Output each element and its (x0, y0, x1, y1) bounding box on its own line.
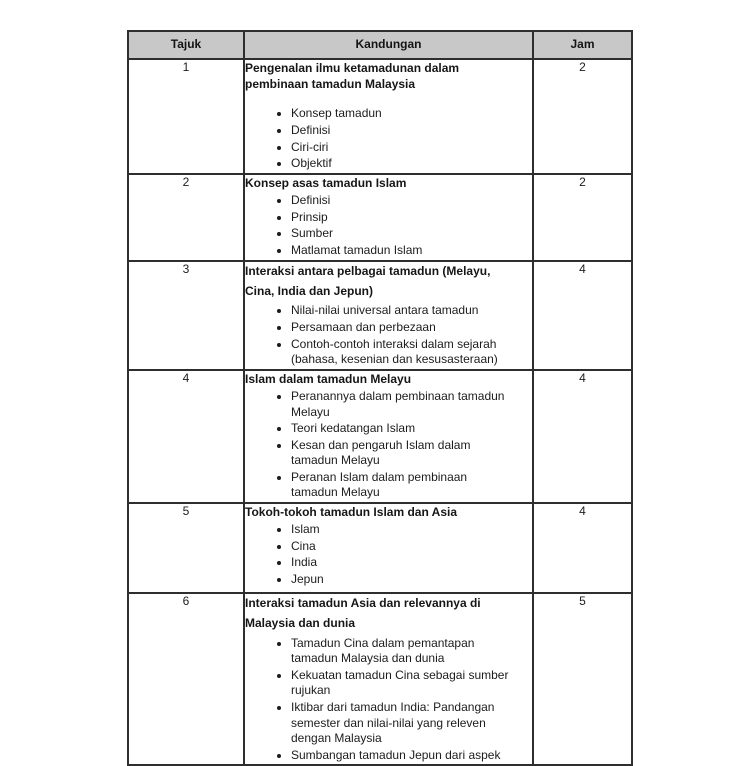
content-cell (244, 174, 533, 261)
syllabus-table (127, 30, 633, 766)
hours-value: 4 (533, 261, 632, 370)
bullet-item: • Peranan Islam dalam pembinaan tamadun Melayu (291, 470, 517, 501)
topic-bullet-list (245, 106, 532, 171)
content-cell (244, 261, 533, 370)
topic-number: 3 (128, 261, 244, 370)
topic-number: 5 (128, 503, 244, 593)
table-header-row (128, 31, 632, 59)
bullet-item: • Jepun (291, 572, 517, 588)
topic-title: Interaksi antara pelbagai tamadun (Melayu, Cina, India dan Jepun) (245, 263, 491, 298)
bullet-item: • Kekuatan tamadun Cina sebagai sumber rujukan (291, 668, 517, 699)
bullet-item: • Tamadun Cina dalam pemantapan tamadun Malaysia dan dunia (291, 636, 517, 667)
table-row-topic-6 (128, 593, 632, 765)
content-cell (244, 503, 533, 593)
column-header-kandungan: Kandungan (244, 31, 533, 59)
bullet-item: • Persamaan dan perbezaan (291, 320, 517, 336)
bullet-item: • Definisi (291, 193, 517, 209)
bullet-item: • Peranannya dalam pembinaan tamadun Melayu (291, 389, 517, 420)
table-row-topic-1 (128, 59, 632, 174)
content-cell (244, 59, 533, 174)
hours-value: 4 (533, 370, 632, 503)
topic-number: 6 (128, 593, 244, 765)
bullet-item: • Contoh-contoh interaksi dalam sejarah (bahasa, kesenian dan kesusasteraan) (291, 337, 517, 368)
topic-title: Islam dalam tamadun Melayu (245, 371, 412, 386)
topic-number: 2 (128, 174, 244, 261)
bullet-item: • Teori kedatangan Islam (291, 421, 517, 437)
content-cell (244, 370, 533, 503)
topic-bullet-list (245, 636, 532, 764)
hours-value: 5 (533, 593, 632, 765)
table-row-topic-2 (128, 174, 632, 261)
table-row-topic-4 (128, 370, 632, 503)
topic-title: Konsep asas tamadun Islam (245, 175, 407, 190)
topic-bullet-list (245, 522, 532, 587)
bullet-item: • Islam (291, 522, 517, 538)
bullet-item: • Sumber (291, 226, 517, 242)
bullet-item: • Sumbangan tamadun Jepun dari aspek (291, 748, 517, 764)
table-row-topic-5 (128, 503, 632, 593)
hours-value: 2 (533, 59, 632, 174)
bullet-item: • Iktibar dari tamadun India: Pandangan semester dan nilai-nilai yang releven dengan Malaysia (291, 700, 517, 747)
bullet-item: • Definisi (291, 123, 517, 139)
content-cell (244, 593, 533, 765)
table-row-topic-3 (128, 261, 632, 370)
bullet-item: • Ciri-ciri (291, 140, 517, 156)
bullet-item: • Nilai-nilai universal antara tamadun (291, 303, 517, 319)
topic-number: 4 (128, 370, 244, 503)
bullet-item: • Cina (291, 539, 517, 555)
bullet-item: • Matlamat tamadun Islam (291, 243, 517, 259)
bullet-item: • India (291, 555, 517, 571)
bullet-item: • Kesan dan pengaruh Islam dalam tamadun Melayu (291, 438, 517, 469)
bullet-item: • Konsep tamadun (291, 106, 517, 122)
topic-bullet-list (245, 303, 532, 367)
hours-value: 4 (533, 503, 632, 593)
topic-title: Pengenalan ilmu ketamadunan dalam pembinaan tamadun Malaysia (245, 61, 460, 92)
hours-value: 2 (533, 174, 632, 261)
bullet-item: • Objektif (291, 156, 517, 172)
topic-number: 1 (128, 59, 244, 174)
topic-title: Interaksi tamadun Asia dan relevannya di Malaysia dan dunia (245, 596, 481, 630)
column-header-jam: Jam (533, 31, 632, 59)
topic-bullet-list (245, 389, 532, 501)
topic-bullet-list (245, 193, 532, 258)
topic-title: Tokoh-tokoh tamadun Islam dan Asia (245, 505, 458, 520)
column-header-tajuk: Tajuk (128, 31, 244, 59)
bullet-item: • Prinsip (291, 210, 517, 226)
